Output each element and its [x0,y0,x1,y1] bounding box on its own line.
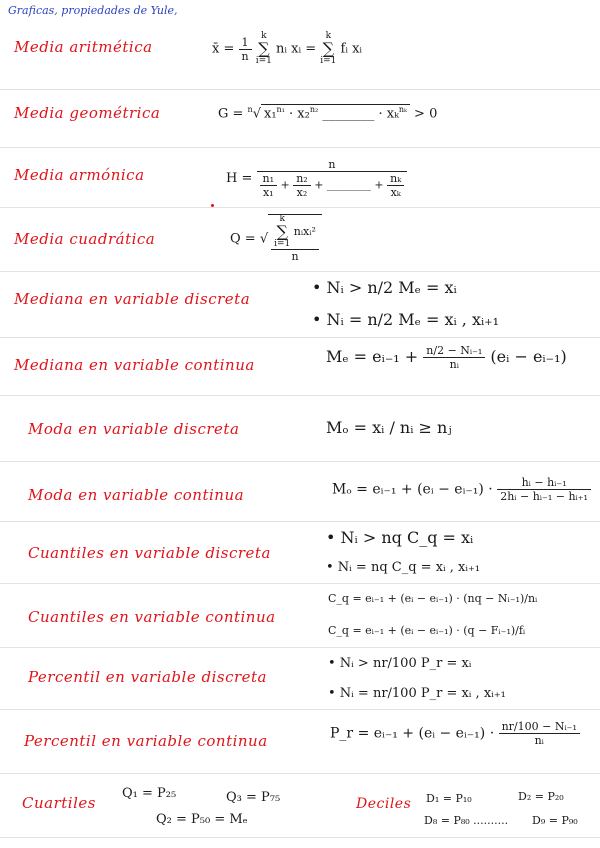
row-cuantiles-continua [0,584,600,648]
label-media-aritmetica: Media aritmética [14,38,153,56]
row-media-armonica [0,148,600,208]
formula-moda-discreta: Mₒ = xᵢ / nᵢ ≥ nⱼ [326,418,452,437]
label-cuantiles-discreta: Cuantiles en variable discreta [28,544,271,562]
formula-cuantiles-continua-2: C_q = eᵢ₋₁ + (eᵢ − eᵢ₋₁) · (q − Fᵢ₋₁)/fᵢ [328,624,526,637]
label-media-armonica: Media armónica [14,166,145,184]
formula-media-geometrica: G = $^n$√ x₁$^{n_1}$ · x₂$^{n_2}$ ________ · xₖ$^{n_k}$ > 0 [218,105,438,122]
page-header: Graficas, propiedades de Yule, [8,4,178,17]
row-percentil-discreta [0,648,600,710]
formula-mediana-discreta-1: • Nᵢ > n/2 Mₑ = xᵢ [312,278,457,297]
label-mediana-discreta: Mediana en variable discreta [14,290,251,308]
label-moda-discreta: Moda en variable discreta [28,420,240,438]
formula-percentil-continua: P_r = eᵢ₋₁ + (eᵢ − eᵢ₋₁) · $\frac{\text{nr/100 − Nᵢ₋₁}}{\text{nᵢ}}$ [330,720,580,747]
row-percentil-continua [0,710,600,774]
label-media-geometrica: Media geométrica [14,104,161,122]
row-moda-continua [0,462,600,522]
formula-cuantiles-discreta-2: • Nᵢ = nq C_q = xᵢ , xᵢ₊₁ [326,560,481,575]
row-media-aritmetica [0,22,600,90]
label-moda-continua: Moda en variable continua [28,486,245,504]
formula-q2: Q₂ = P₅₀ = Mₑ [156,812,248,827]
row-media-geometrica [0,90,600,148]
label-cuartiles: Cuartiles [22,794,96,812]
row-media-cuadratica [0,208,600,272]
row-cuantiles-discreta [0,522,600,584]
label-media-cuadratica: Media cuadrática [14,230,156,248]
label-cuantiles-continua: Cuantiles en variable continua [28,608,276,626]
formula-q3: Q₃ = P₇₅ [226,790,281,805]
formula-mediana-continua: Mₑ = eᵢ₋₁ + $\frac{\text{n/2 − Nᵢ₋₁}}{\text{nᵢ}}$ (eᵢ − eᵢ₋₁) [326,344,567,371]
formula-percentil-discreta-2: • Nᵢ = nr/100 P_r = xᵢ , xᵢ₊₁ [328,686,506,701]
row-cuartiles-deciles [0,774,600,838]
formula-cuantiles-discreta-1: • Nᵢ > nq C_q = xᵢ [326,528,474,547]
row-mediana-continua [0,338,600,396]
formula-cuantiles-continua-1: C_q = eᵢ₋₁ + (eᵢ − eᵢ₋₁) · (nq − Nᵢ₋₁)/nᵢ [328,592,538,605]
row-moda-discreta [0,396,600,462]
red-dot [211,204,214,207]
formula-d9: D₉ = P₉₀ [532,814,578,827]
label-percentil-discreta: Percentil en variable discreta [28,668,267,686]
formula-media-armonica: H = n $\frac{\text{n₁}}{\text{x₁}}$ + $\frac{\text{n₂}}{\text{x₂}}$ + ________ + $\frac{\text{nₖ}}{\text{xₖ}}$ [226,158,407,199]
formula-q1: Q₁ = P₂₅ [122,786,177,801]
formula-d8: D₈ = P₈₀ .......... [424,814,509,827]
formula-moda-continua: Mₒ = eᵢ₋₁ + (eᵢ − eᵢ₋₁) · $\frac{\text{hᵢ − hᵢ₋₁}}{\text{2hᵢ − hᵢ₋₁ − hᵢ₊₁}}$ [332,476,591,503]
label-percentil-continua: Percentil en variable continua [24,732,268,750]
formula-mediana-discreta-2: • Nᵢ = n/2 Mₑ = xᵢ , xᵢ₊₁ [312,310,500,329]
label-deciles: Deciles [356,796,412,812]
label-mediana-continua: Mediana en variable continua [14,356,255,374]
formula-percentil-discreta-1: • Nᵢ > nr/100 P_r = xᵢ [328,656,472,671]
formula-media-cuadratica: Q = √ k ∑ i=1 nᵢxᵢ² n [230,214,322,263]
formula-media-aritmetica: x̄ = $\frac{1}{n}$ k ∑ i=1 nᵢ xᵢ = k ∑ i=1 fᵢ xᵢ [212,31,363,66]
row-mediana-discreta [0,272,600,338]
formula-d2: D₂ = P₂₀ [518,790,564,803]
formula-d1: D₁ = P₁₀ [426,792,472,805]
